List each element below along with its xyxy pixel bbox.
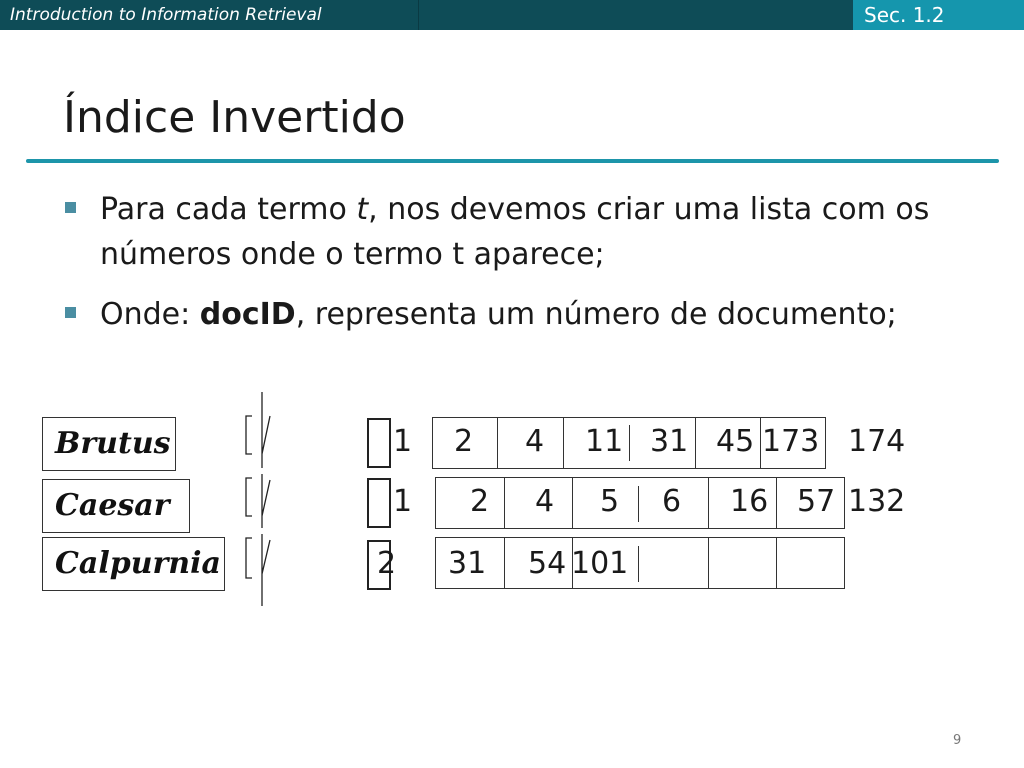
bullet-emphasis: t — [356, 192, 369, 227]
title-underline — [26, 159, 999, 163]
dictionary-term-calpurnia — [42, 537, 225, 591]
bullet-strong: docID — [199, 297, 296, 332]
section-badge — [853, 0, 1024, 30]
course-title: Introduction to Information Retrieval — [10, 5, 322, 25]
posting-docid: 173 — [762, 424, 820, 459]
section-label: Sec. 1.2 — [864, 3, 945, 27]
bullet-text: Para cada termo — [100, 192, 357, 227]
bullet-marker — [65, 202, 76, 213]
bullet-item — [100, 292, 1000, 337]
bullet-text: Onde: — [100, 297, 200, 332]
pointer-box — [367, 478, 391, 528]
term-label: Brutus — [55, 426, 171, 461]
dictionary-term-caesar — [42, 479, 190, 533]
posting-docid: 132 — [848, 484, 906, 519]
posting-docid: 57 — [797, 484, 836, 519]
arrow-shape — [262, 474, 270, 528]
arrow-connectors — [238, 388, 278, 608]
arrow-shape — [262, 534, 270, 606]
term-label: Caesar — [55, 488, 170, 523]
header-bar-segment — [418, 0, 853, 30]
posting-docid: 5 — [600, 484, 620, 519]
bullet-text: , nos devemos criar uma lista com os números onde o termo t aparece; — [100, 192, 930, 272]
posting-docid: 54 — [528, 546, 567, 581]
arrow-bracket — [246, 478, 252, 516]
posting-docid: 31 — [448, 546, 487, 581]
posting-docid: 11 — [585, 424, 624, 459]
posting-docid: 2 — [470, 484, 490, 519]
page-number: 9 — [953, 733, 962, 748]
arrow-bracket — [246, 416, 252, 454]
posting-docid: 101 — [571, 546, 629, 581]
page-title: Índice Invertido — [63, 92, 406, 143]
term-label: Calpurnia — [55, 546, 221, 581]
posting-docid: 174 — [848, 424, 906, 459]
posting-docid: 45 — [716, 424, 755, 459]
posting-docid: 2 — [377, 546, 397, 581]
arrow-shape — [262, 392, 270, 468]
bullet-text: , representa um número de documento; — [295, 297, 897, 332]
cell-divider — [638, 546, 639, 582]
posting-cell — [708, 537, 777, 589]
arrow-bracket — [246, 538, 252, 578]
posting-docid: 4 — [535, 484, 555, 519]
posting-docid: 1 — [393, 424, 413, 459]
bullet-item — [100, 187, 960, 277]
cell-divider — [629, 425, 630, 461]
bullet-marker — [65, 307, 76, 318]
posting-docid: 1 — [393, 484, 413, 519]
posting-cell — [572, 477, 709, 529]
posting-docid: 31 — [650, 424, 689, 459]
posting-docid: 4 — [525, 424, 545, 459]
posting-docid: 2 — [454, 424, 474, 459]
cell-divider — [638, 486, 639, 522]
posting-docid: 16 — [730, 484, 769, 519]
pointer-box — [367, 418, 391, 468]
dictionary-term-brutus — [42, 417, 176, 471]
posting-cell — [776, 537, 845, 589]
posting-docid: 6 — [662, 484, 682, 519]
